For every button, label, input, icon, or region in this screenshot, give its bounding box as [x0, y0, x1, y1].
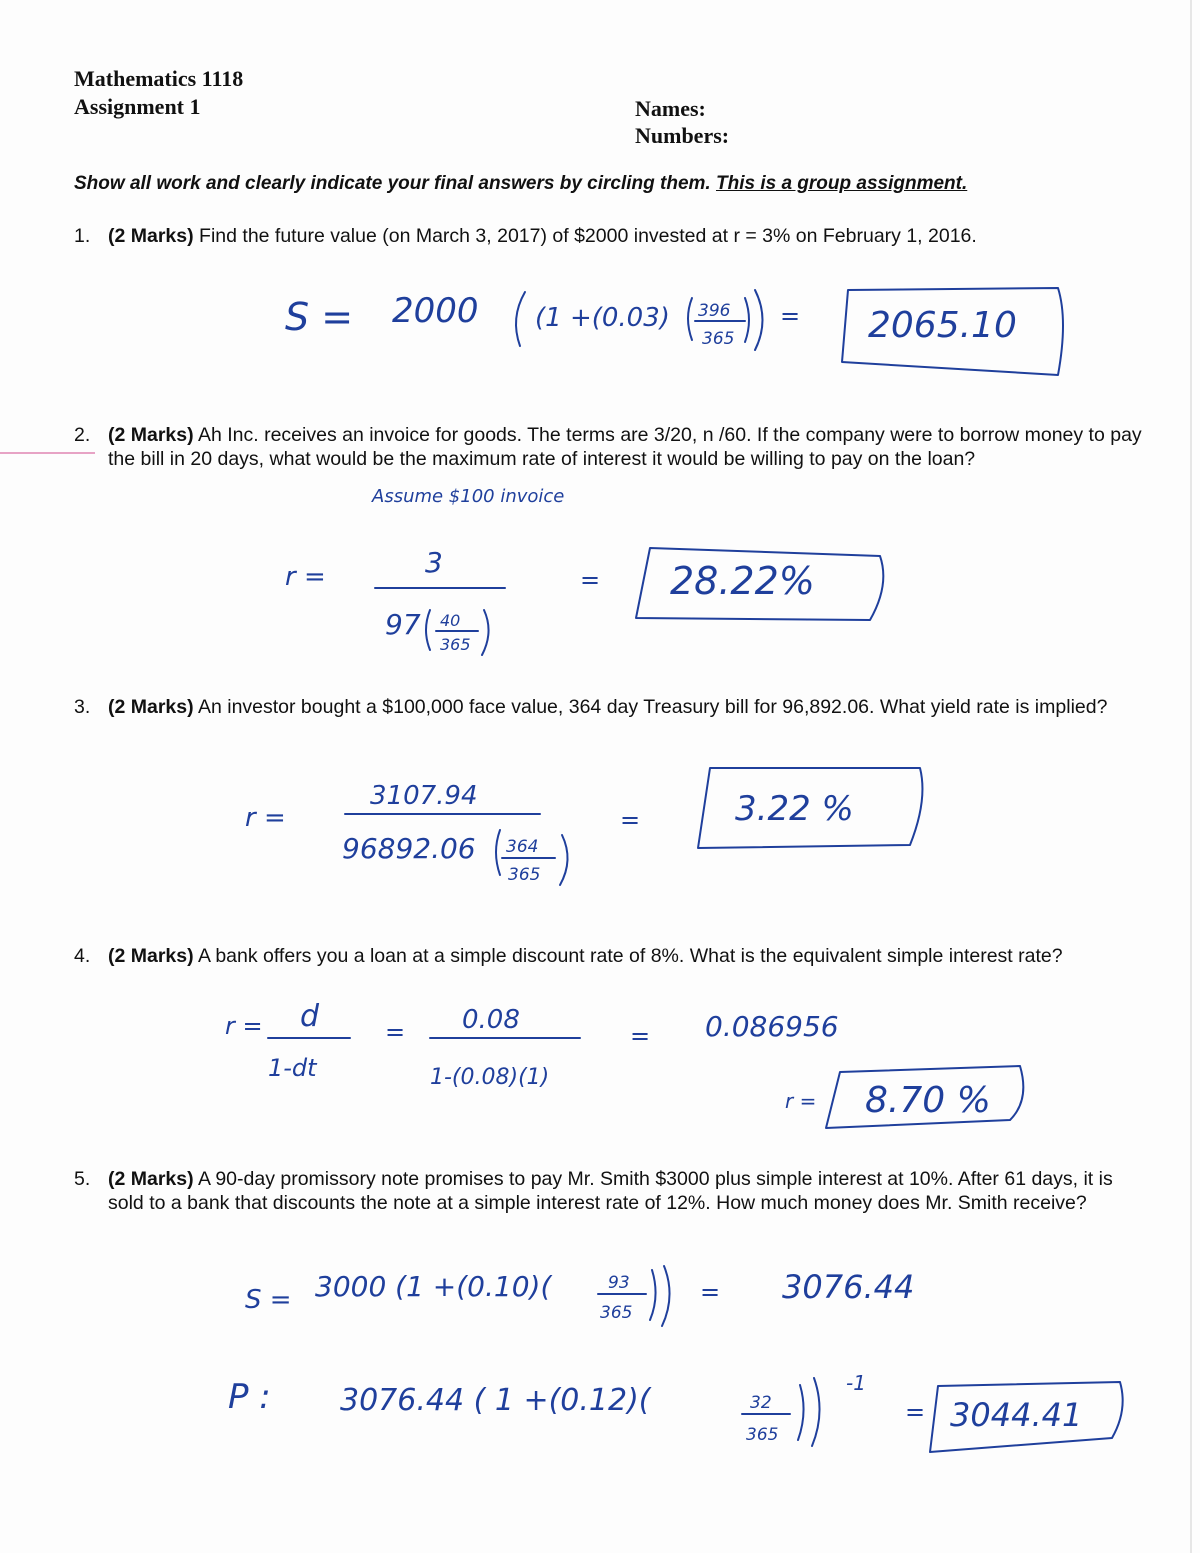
q3-frac-den: 365 [508, 865, 541, 885]
q1-answer: 2065.10 [868, 305, 1017, 346]
q5-answer: 3044.41 [950, 1396, 1083, 1434]
q1-equals: = [780, 302, 801, 330]
question-text: Find the future value (on March 3, 2017) of $2000 invested at r = 3% on February 1, 2016. [199, 225, 977, 247]
q1-paren [688, 298, 692, 340]
q5-s-frac-num: 93 [608, 1273, 630, 1293]
q3-lhs: r = [245, 803, 286, 833]
q5-s-equals: = [700, 1278, 721, 1306]
q5-p-expr: 3076.44 ( 1 +(0.12)( [340, 1383, 651, 1418]
q3-frac-num: 364 [506, 837, 539, 857]
question-text: Ah Inc. receives an invoice for goods. The terms are 3/20, n /60. If the company were to borrow money to pay the bill in 20 days, what would be the maximum rate of interest it would be willing to pay on the loan? [108, 424, 1142, 470]
q1-frac-num: 396 [698, 301, 731, 321]
q5-p-equals: = [905, 1398, 926, 1426]
q2-solution [285, 486, 883, 655]
q2-answer: 28.22% [670, 559, 815, 603]
q5-s-frac-den: 365 [600, 1303, 633, 1323]
q4-f2-den: 1-(0.08)(1) [430, 1065, 550, 1090]
q3-den: 96892.06 [342, 832, 476, 865]
question-marks: (2 Marks) [108, 1168, 194, 1190]
q4-lhs: r = [225, 1012, 263, 1040]
q5-paren [650, 1270, 656, 1320]
q4-f1-num: d [300, 999, 320, 1034]
q3-equals: = [620, 806, 641, 834]
q3-num: 3107.94 [370, 781, 478, 811]
q3-solution [245, 768, 922, 885]
q5-p-frac-den: 365 [746, 1425, 779, 1445]
question-marks: (2 Marks) [108, 945, 194, 967]
q1-paren [516, 292, 525, 346]
group-note: This is a group assignment. [715, 173, 968, 194]
q2-num: 3 [425, 546, 443, 579]
q1-solution [285, 288, 1063, 375]
q5-paren [662, 1266, 670, 1326]
q2-lhs: r = [285, 562, 326, 592]
q5-s-expr: 3000 (1 +(0.10)( [315, 1270, 552, 1303]
q1-factor: (1 +(0.03) [535, 303, 670, 333]
q1-paren [755, 290, 763, 350]
q3-answer: 3.22 % [735, 789, 854, 829]
q3-paren [496, 830, 500, 875]
question-marks: (2 Marks) [108, 424, 194, 446]
q5-s-lhs: S = [245, 1285, 292, 1315]
q4-f2-num: 0.08 [462, 1005, 520, 1035]
question-text: An investor bought a $100,000 face value, 364 day Treasury bill for 96,892.06. What yield rate is implied? [197, 696, 1108, 718]
question-text: A bank offers you a loan at a simple discount rate of 8%. What is the equivalent simple interest rate? [197, 945, 1063, 967]
q2-note: Assume $100 invoice [372, 486, 565, 507]
q2-paren [482, 610, 489, 655]
numbers-label: Numbers: [635, 123, 730, 148]
question-number: 1. [74, 225, 91, 247]
q5-p-lhs: P : [228, 1377, 271, 1417]
q4-equals: = [630, 1022, 651, 1050]
q2-den: 97 [385, 608, 421, 641]
question-number: 2. [74, 424, 91, 446]
question-marks: (2 Marks) [108, 696, 194, 718]
question-number: 3. [74, 696, 91, 718]
q4-f1-den: 1-dt [268, 1054, 317, 1082]
q5-p-frac-num: 32 [750, 1393, 772, 1413]
q4-answer: 8.70 % [865, 1080, 991, 1121]
q5-paren [798, 1385, 804, 1440]
q3-paren [560, 835, 568, 885]
question-number: 4. [74, 945, 91, 967]
question-number: 5. [74, 1168, 91, 1190]
instructions-main: Show all work and clearly indicate your final answers by circling them. [74, 173, 711, 194]
q4-equals: = [385, 1018, 406, 1046]
names-label: Names: [635, 96, 706, 121]
q1-paren [745, 298, 749, 342]
q2-paren [426, 610, 430, 650]
q4-solution [225, 999, 1023, 1128]
q4-lhs2: r = [785, 1089, 817, 1113]
question-text: A 90-day promissory note promises to pay Mr. Smith $3000 plus simple interest at 10%. After 61 days, it is sold to a bank that discounts the note at a simple interest rate of 12%. How much money does Mr. Smith receive? [108, 1168, 1113, 1214]
q5-solution [228, 1266, 1123, 1452]
q1-lhs: S = [285, 295, 354, 339]
q5-p-exponent: -1 [846, 1371, 866, 1395]
q2-frac-den: 365 [440, 635, 471, 654]
q5-s-value: 3076.44 [782, 1268, 915, 1306]
assignment-title: Assignment 1 [74, 94, 201, 119]
q5-paren [812, 1378, 820, 1446]
q2-equals: = [580, 566, 601, 594]
q2-frac-num: 40 [440, 611, 461, 630]
question-marks: (2 Marks) [108, 225, 194, 247]
q4-value: 0.086956 [705, 1010, 839, 1043]
course-title: Mathematics 1118 [74, 66, 244, 91]
q1-base: 2000 [392, 291, 479, 331]
q1-frac-den: 365 [702, 329, 735, 349]
